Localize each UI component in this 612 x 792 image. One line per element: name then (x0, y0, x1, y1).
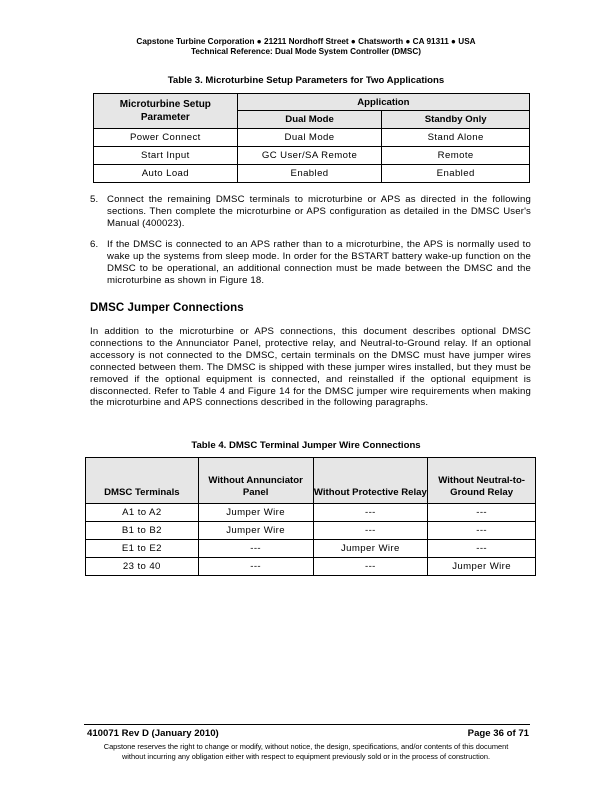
step-5 (90, 194, 531, 230)
footer-page-number: Page 36 of 71 (467, 728, 529, 739)
table4-cell: --- (198, 540, 313, 558)
table3-cell: Power Connect (94, 129, 238, 147)
table4-cell: --- (428, 522, 536, 540)
table3-col-standby-only: Standby Only (382, 111, 530, 129)
footer-disclaimer-line-1: Capstone reserves the right to change or modify, without notice, the design, specifications, and/or contents of this document (103, 742, 509, 751)
table4-cell: 23 to 40 (86, 558, 199, 576)
table4-cell: --- (313, 522, 428, 540)
table3-cell: GC User/SA Remote (237, 147, 382, 165)
table4-header-annunciator: Without Annunciator Panel (198, 458, 313, 504)
table4-cell: --- (428, 504, 536, 522)
table-row (94, 129, 530, 147)
table3-col-dual-mode: Dual Mode (237, 111, 382, 129)
table3-cell: Auto Load (94, 165, 238, 183)
footer-disclaimer-line-2: without incurring any obligation either with respect to equipment previously sold or in the process of construction. (121, 752, 491, 761)
table-row (86, 504, 536, 522)
header-company-line: Capstone Turbine Corporation ● 21211 Nordhoff Street ● Chatsworth ● CA 91311 ● USA (136, 37, 476, 46)
table3-cell: Start Input (94, 147, 238, 165)
table3-cell: Enabled (382, 165, 530, 183)
table4-cell: --- (198, 558, 313, 576)
footer-rule (84, 724, 530, 725)
table4-cell: A1 to A2 (86, 504, 199, 522)
table4-cell: Jumper Wire (313, 540, 428, 558)
table3-cell: Dual Mode (237, 129, 382, 147)
table4-cell: B1 to B2 (86, 522, 199, 540)
table-row (86, 558, 536, 576)
table4-cell: --- (313, 558, 428, 576)
table4-cell: --- (428, 540, 536, 558)
table4-cell: E1 to E2 (86, 540, 199, 558)
table3-caption: Table 3. Microturbine Setup Parameters for Two Applications (167, 75, 445, 86)
table-row (94, 165, 530, 183)
table4-cell: Jumper Wire (198, 504, 313, 522)
step-text: Connect the remaining DMSC terminals to microturbine or APS as directed in the following sections. Then complete the microturbine or APS configuration as detailed in the DMSC User's Manual (400023). (107, 194, 531, 229)
step-text: If the DMSC is connected to an APS rather than to a microturbine, the APS is normally used to wake up the systems from sleep mode. In order for the BSTART battery wake-up function on the DMSC to be operational, an additional connection must be made between the DMSC and the microturbine as shown in Figure 18. (107, 239, 531, 286)
table3-param-header: Microturbine Setup Parameter (94, 94, 238, 129)
step-number: 5. (90, 194, 99, 205)
table-row (86, 522, 536, 540)
step-6 (90, 239, 531, 287)
table3-cell: Stand Alone (382, 129, 530, 147)
table-row (86, 540, 536, 558)
table4 (85, 457, 536, 576)
table3-cell: Remote (382, 147, 530, 165)
table4-cell: Jumper Wire (198, 522, 313, 540)
header-reference-line: Technical Reference: Dual Mode System Controller (DMSC) (190, 47, 422, 56)
table-row (94, 147, 530, 165)
step-number: 6. (90, 239, 99, 250)
table4-header-neutral: Without Neutral-to-Ground Relay (428, 458, 536, 504)
section-heading: DMSC Jumper Connections (90, 302, 244, 314)
table4-header-protective: Without Protective Relay (313, 458, 428, 504)
table4-header-terminals: DMSC Terminals (86, 458, 199, 504)
section-paragraph: In addition to the microturbine or APS connections, this document describes optional DMSC connections to the Annunciator Panel, protective relay, and Neutral-to-Ground relay. If an optional accessory is not connected to the DMSC, certain terminals on the DMSC must have jumper wires connected between them. The DMSC is shipped with these jumper wires installed, but they must be removed if the optional equipment is connected, and reinstalled if the optional equipment is disconnected. Refer to Table 4 and Figure 14 for the DMSC jumper wire requirements when making the microturbine and APS connections described in the following paragraphs. (90, 326, 531, 409)
table3-cell: Enabled (237, 165, 382, 183)
footer-doc-id: 410071 Rev D (January 2010) (87, 728, 219, 739)
table4-caption: Table 4. DMSC Terminal Jumper Wire Connections (191, 440, 421, 451)
table4-cell: Jumper Wire (428, 558, 536, 576)
table3-application-header: Application (237, 94, 529, 111)
table4-cell: --- (313, 504, 428, 522)
table3 (93, 93, 530, 183)
